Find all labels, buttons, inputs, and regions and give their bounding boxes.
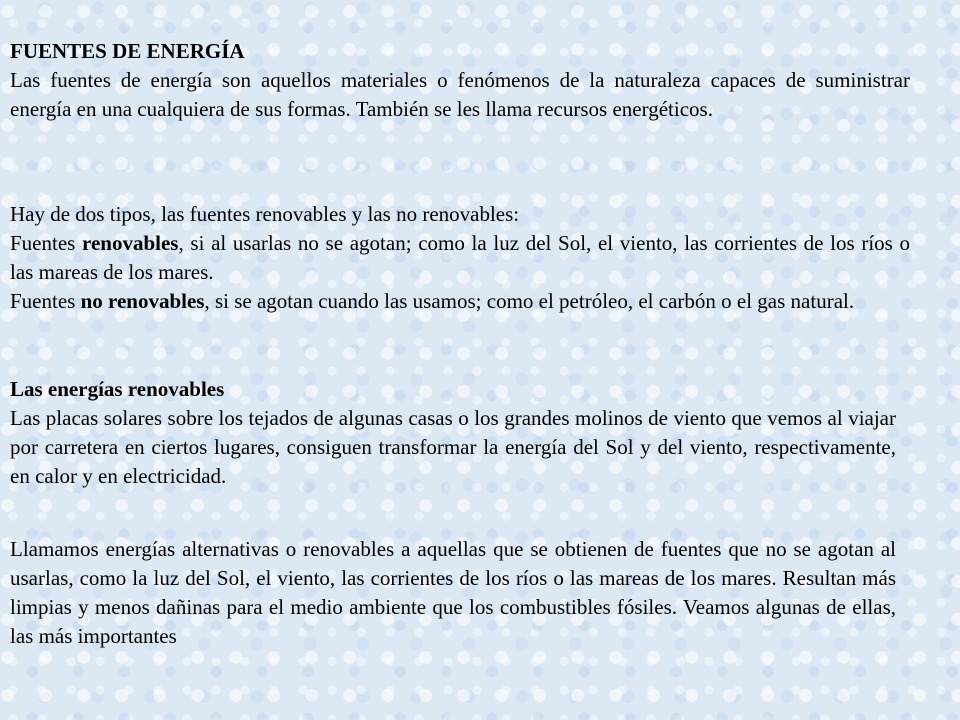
nonrenewable-text: , si se agotan cuando las usamos; como el petróleo, el carbón o el gas natural.	[204, 289, 855, 313]
renewables-paragraph-1: Las placas solares sobre los tejados de algunas casas o los grandes molinos de viento que vemos al viajar por carretera en ciertos lugares, consiguen transformar la energía del Sol y del viento, respectivamente, en calor y en electricidad.	[10, 406, 896, 488]
section-fuentes-de-energia	[10, 37, 910, 124]
types-intro: Hay de dos tipos, las fuentes renovables y las no renovables:	[10, 202, 520, 226]
renewable-term: renovables	[82, 231, 179, 255]
section-title: FUENTES DE ENERGÍA	[10, 39, 245, 63]
section-title: Las energías renovables	[10, 377, 225, 401]
section-energias-renovables	[10, 375, 896, 491]
renewable-prefix: Fuentes	[10, 231, 83, 255]
nonrenewable-paragraph	[10, 287, 910, 316]
renewable-paragraph	[10, 229, 910, 287]
renewables-paragraph-2-block	[10, 535, 896, 651]
nonrenewable-term: no renovables	[80, 289, 205, 313]
intro-paragraph: Las fuentes de energía son aquellos materiales o fenómenos de la naturaleza capaces de suministrar energía en una cualquiera de sus formas. También se les llama recursos energéticos.	[10, 68, 910, 121]
renewable-text: , si al usarlas no se agotan; como la luz del Sol, el viento, las corrientes de los ríos o las mareas de los mares.	[10, 231, 911, 284]
renewables-paragraph-2: Llamamos energías alternativas o renovables a aquellas que se obtienen de fuentes que no se agotan al usarlas, como la luz del Sol, el viento, las corrientes de los ríos o las mareas de los mares. Resultan más limpias y menos dañinas para el medio ambiente que los combustibles fósiles. Veamos algunas de ellas, las más importantes	[10, 537, 896, 648]
energy-types-block	[10, 200, 910, 316]
nonrenewable-prefix: Fuentes	[10, 289, 81, 313]
